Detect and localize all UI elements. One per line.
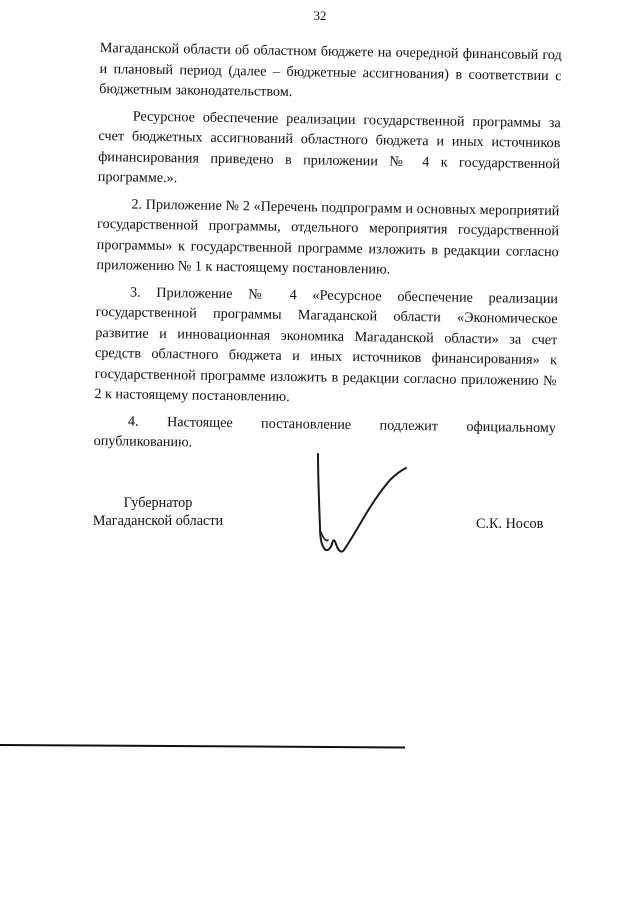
- governor-title: [78, 494, 238, 530]
- paragraph-5: 4. Настоящее постановление подлежит официальному опубликованию.: [93, 412, 557, 451]
- bottom-divider-line: [0, 744, 405, 748]
- governor-name: С.К. Носов: [476, 516, 544, 532]
- paragraph-4: 3. Приложение № 4 «Ресурсное обеспечение реализации государственной программы Магаданской области «Экономическое развитие и инновационная экономика Магаданской области» за счет средств областного бюджета и иных источников финансирования» к государственной программе изложить в редакции согласно приложению № 2 к настоящему постановлению.: [94, 284, 559, 406]
- governor-position-line1: Губернатор: [123, 495, 193, 511]
- paragraph-2: Ресурсное обеспечение реализации государственной программы за счет бюджетных ассигнований областного бюджета и иных источников финансирования приведено в приложении № 4 к государственной программе.».: [97, 108, 561, 187]
- paragraph-1: Магаданской области об областном бюджете на очередной финансовый год и плановый период (далее – бюджетные ассигнования) в соответствии с бюджетным законодательством.: [99, 39, 562, 101]
- page-number: 32: [313, 8, 327, 23]
- document-body: [93, 38, 562, 465]
- handwritten-signature: [308, 452, 418, 572]
- paragraph-3: 2. Приложение № 2 «Перечень подпрограмм и основных мероприятий государственной программы, отдельного мероприятия государственной программы» к государственной программе изложить в редакции согласно приложению № 1 к настоящему постановлению.: [96, 196, 560, 278]
- signature-block: [0, 494, 640, 604]
- governor-position-line2: Магаданской области: [92, 513, 224, 529]
